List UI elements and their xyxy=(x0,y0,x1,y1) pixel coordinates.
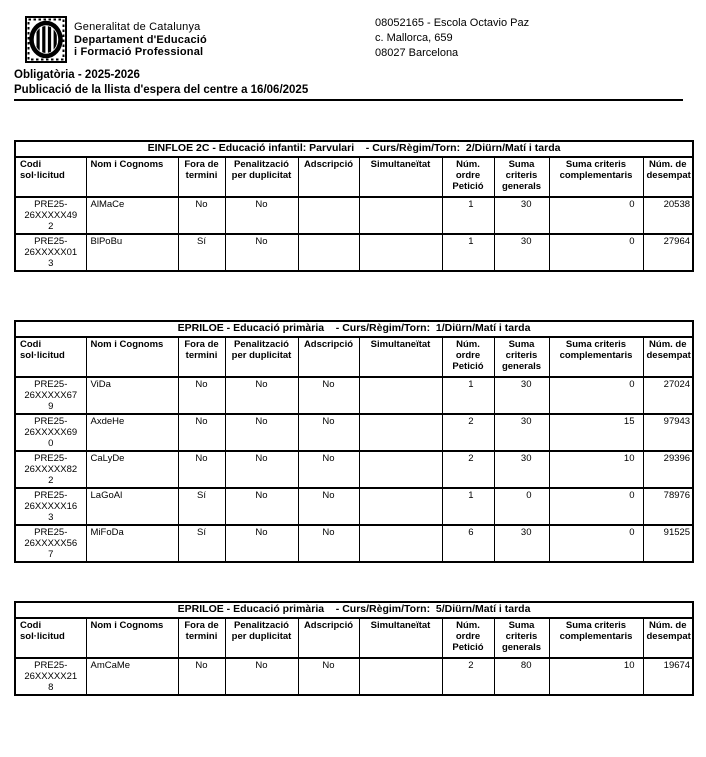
school-address-block xyxy=(375,16,529,61)
column-header-num-de-desempat: Núm. de desempat xyxy=(643,337,693,377)
table-row xyxy=(15,414,693,451)
cell-simultaneitat xyxy=(359,658,442,695)
cell-codi-sollicitud xyxy=(15,234,86,271)
header-row xyxy=(15,157,693,197)
doc-title: Publicació de la llista d'espera del centre a 16/06/2025 xyxy=(14,84,309,96)
cell-suma-criteris-complementaris: 10 xyxy=(549,658,643,695)
cell-adscripcio: No xyxy=(298,525,359,562)
cell-fora-de-termini: No xyxy=(178,197,225,234)
column-header-suma-criteris-complementaris: Suma criteris complementaris xyxy=(549,337,643,377)
column-header-adscripcio: Adscripció xyxy=(298,157,359,197)
cell-simultaneitat xyxy=(359,488,442,525)
column-header-suma-criteris-generals: Suma criteris generals xyxy=(494,618,549,658)
column-header-suma-criteris-generals: Suma criteris generals xyxy=(494,337,549,377)
column-header-penalitzacio-per-duplicitat: Penalització per duplicitat xyxy=(225,337,298,377)
cell-suma-criteris-complementaris: 15 xyxy=(549,414,643,451)
doc-subtitle: Obligatòria - 2025-2026 xyxy=(14,69,140,81)
application-code: PRE25-26XXXXX218 xyxy=(24,660,78,693)
column-header-nom-i-cognoms: Nom i Cognoms xyxy=(86,157,178,197)
cell-num-de-desempat: 20538 xyxy=(643,197,693,234)
title-row xyxy=(15,602,693,618)
cell-suma-criteris-generals: 30 xyxy=(494,414,549,451)
column-header-num-ordre-peticio: Núm. ordre Petició xyxy=(442,337,494,377)
table-row xyxy=(15,525,693,562)
column-header-penalitzacio-per-duplicitat: Penalització per duplicitat xyxy=(225,618,298,658)
column-header-codi-sollicitud: Codi sol·licitud xyxy=(15,618,86,658)
cell-simultaneitat xyxy=(359,234,442,271)
cell-num-de-desempat: 19674 xyxy=(643,658,693,695)
cell-fora-de-termini: No xyxy=(178,451,225,488)
generalitat-logo-icon xyxy=(25,16,67,68)
cell-num-ordre-peticio: 2 xyxy=(442,658,494,695)
cell-adscripcio: No xyxy=(298,658,359,695)
cell-nom-i-cognoms: CaLyDe xyxy=(86,451,178,488)
cell-suma-criteris-generals: 30 xyxy=(494,197,549,234)
application-code: PRE25-26XXXXX822 xyxy=(24,453,78,486)
school-street: c. Mallorca, 659 xyxy=(375,32,453,44)
column-header-suma-criteris-complementaris: Suma criteris complementaris xyxy=(549,618,643,658)
cell-suma-criteris-generals: 80 xyxy=(494,658,549,695)
cell-nom-i-cognoms: BlPoBu xyxy=(86,234,178,271)
table-row xyxy=(15,234,693,271)
cell-num-de-desempat: 27024 xyxy=(643,377,693,414)
cell-fora-de-termini: Sí xyxy=(178,525,225,562)
column-header-codi-sollicitud: Codi sol·licitud xyxy=(15,337,86,377)
cell-num-ordre-peticio: 1 xyxy=(442,197,494,234)
school-code-name: 08052165 - Escola Octavio Paz xyxy=(375,17,530,29)
application-code: PRE25-26XXXXX163 xyxy=(24,490,78,523)
cell-num-de-desempat: 91525 xyxy=(643,525,693,562)
column-header-penalitzacio-per-duplicitat: Penalització per duplicitat xyxy=(225,157,298,197)
cell-penalitzacio-per-duplicitat: No xyxy=(225,197,298,234)
cell-codi-sollicitud xyxy=(15,658,86,695)
table-title: EPRILOE - Educació primària - Curs/Règim/Torn: 1/Diürn/Matí i tarda xyxy=(15,321,693,337)
cell-penalitzacio-per-duplicitat: No xyxy=(225,658,298,695)
waiting-list-table-eprlioe-torn1 xyxy=(14,320,694,563)
table-row xyxy=(15,377,693,414)
cell-suma-criteris-generals: 30 xyxy=(494,377,549,414)
cell-simultaneitat xyxy=(359,197,442,234)
cell-nom-i-cognoms: LaGoAl xyxy=(86,488,178,525)
cell-num-de-desempat: 97943 xyxy=(643,414,693,451)
column-header-suma-criteris-generals: Suma criteris generals xyxy=(494,157,549,197)
cell-num-ordre-peticio: 1 xyxy=(442,377,494,414)
column-header-num-ordre-peticio: Núm. ordre Petició xyxy=(442,618,494,658)
column-header-adscripcio: Adscripció xyxy=(298,618,359,658)
cell-fora-de-termini: No xyxy=(178,658,225,695)
school-city: 08027 Barcelona xyxy=(375,47,459,59)
cell-num-ordre-peticio: 1 xyxy=(442,234,494,271)
cell-adscripcio xyxy=(298,197,359,234)
column-header-nom-i-cognoms: Nom i Cognoms xyxy=(86,618,178,658)
header-row xyxy=(15,337,693,377)
cell-suma-criteris-complementaris: 0 xyxy=(549,197,643,234)
cell-nom-i-cognoms: ViDa xyxy=(86,377,178,414)
application-code: PRE25-26XXXXX567 xyxy=(24,527,78,560)
cell-suma-criteris-complementaris: 0 xyxy=(549,488,643,525)
table-row xyxy=(15,488,693,525)
cell-fora-de-termini: Sí xyxy=(178,234,225,271)
cell-nom-i-cognoms: AlMaCe xyxy=(86,197,178,234)
cell-num-ordre-peticio: 6 xyxy=(442,525,494,562)
cell-suma-criteris-complementaris: 0 xyxy=(549,525,643,562)
cell-suma-criteris-complementaris: 0 xyxy=(549,377,643,414)
cell-suma-criteris-generals: 30 xyxy=(494,451,549,488)
application-code: PRE25-26XXXXX492 xyxy=(24,199,78,232)
table-title: EINFLOE 2C - Educació infantil: Parvulari - Curs/Règim/Torn: 2/Diürn/Matí i tarda xyxy=(15,141,693,157)
column-header-adscripcio: Adscripció xyxy=(298,337,359,377)
column-header-fora-de-termini: Fora de termini xyxy=(178,157,225,197)
cell-adscripcio: No xyxy=(298,488,359,525)
org-line-2: Departament d'Educació xyxy=(74,33,207,46)
column-header-num-de-desempat: Núm. de desempat xyxy=(643,157,693,197)
column-header-fora-de-termini: Fora de termini xyxy=(178,337,225,377)
cell-simultaneitat xyxy=(359,377,442,414)
cell-codi-sollicitud xyxy=(15,488,86,525)
title-row xyxy=(15,321,693,337)
table-title: EPRILOE - Educació primària - Curs/Règim/Torn: 5/Diürn/Matí i tarda xyxy=(15,602,693,618)
cell-nom-i-cognoms: AmCaMe xyxy=(86,658,178,695)
cell-adscripcio xyxy=(298,234,359,271)
header-rule xyxy=(14,99,683,101)
application-code: PRE25-26XXXXX013 xyxy=(24,236,78,269)
cell-adscripcio: No xyxy=(298,414,359,451)
column-header-codi-sollicitud: Codi sol·licitud xyxy=(15,157,86,197)
cell-penalitzacio-per-duplicitat: No xyxy=(225,451,298,488)
org-name-block xyxy=(74,21,207,59)
cell-nom-i-cognoms: MiFoDa xyxy=(86,525,178,562)
cell-suma-criteris-complementaris: 0 xyxy=(549,234,643,271)
cell-codi-sollicitud xyxy=(15,414,86,451)
cell-penalitzacio-per-duplicitat: No xyxy=(225,488,298,525)
header-row xyxy=(15,618,693,658)
table-row xyxy=(15,197,693,234)
cell-fora-de-termini: No xyxy=(178,414,225,451)
column-header-num-ordre-peticio: Núm. ordre Petició xyxy=(442,157,494,197)
cell-simultaneitat xyxy=(359,525,442,562)
cell-fora-de-termini: Sí xyxy=(178,488,225,525)
application-code: PRE25-26XXXXX690 xyxy=(24,416,78,449)
application-code: PRE25-26XXXXX679 xyxy=(24,379,78,412)
cell-fora-de-termini: No xyxy=(178,377,225,414)
column-header-fora-de-termini: Fora de termini xyxy=(178,618,225,658)
cell-penalitzacio-per-duplicitat: No xyxy=(225,525,298,562)
cell-penalitzacio-per-duplicitat: No xyxy=(225,377,298,414)
cell-penalitzacio-per-duplicitat: No xyxy=(225,414,298,451)
column-header-simultaneitat: Simultaneïtat xyxy=(359,618,442,658)
column-header-suma-criteris-complementaris: Suma criteris complementaris xyxy=(549,157,643,197)
cell-num-de-desempat: 78976 xyxy=(643,488,693,525)
cell-codi-sollicitud xyxy=(15,197,86,234)
table-row xyxy=(15,658,693,695)
cell-num-ordre-peticio: 2 xyxy=(442,414,494,451)
cell-suma-criteris-generals: 30 xyxy=(494,234,549,271)
column-header-num-de-desempat: Núm. de desempat xyxy=(643,618,693,658)
org-line-1: Generalitat de Catalunya xyxy=(74,21,201,33)
cell-simultaneitat xyxy=(359,451,442,488)
cell-num-de-desempat: 27964 xyxy=(643,234,693,271)
cell-adscripcio: No xyxy=(298,451,359,488)
cell-codi-sollicitud xyxy=(15,377,86,414)
cell-num-de-desempat: 29396 xyxy=(643,451,693,488)
table-row xyxy=(15,451,693,488)
cell-suma-criteris-complementaris: 10 xyxy=(549,451,643,488)
column-header-simultaneitat: Simultaneïtat xyxy=(359,337,442,377)
cell-codi-sollicitud xyxy=(15,525,86,562)
cell-num-ordre-peticio: 1 xyxy=(442,488,494,525)
waiting-list-table-eprlioe-torn5 xyxy=(14,601,694,696)
cell-num-ordre-peticio: 2 xyxy=(442,451,494,488)
cell-suma-criteris-generals: 30 xyxy=(494,525,549,562)
column-header-simultaneitat: Simultaneïtat xyxy=(359,157,442,197)
cell-suma-criteris-generals: 0 xyxy=(494,488,549,525)
title-row xyxy=(15,141,693,157)
cell-adscripcio: No xyxy=(298,377,359,414)
column-header-nom-i-cognoms: Nom i Cognoms xyxy=(86,337,178,377)
cell-nom-i-cognoms: AxdeHe xyxy=(86,414,178,451)
waiting-list-table-einfloe-2c xyxy=(14,140,694,272)
cell-penalitzacio-per-duplicitat: No xyxy=(225,234,298,271)
cell-codi-sollicitud xyxy=(15,451,86,488)
org-line-3: i Formació Professional xyxy=(74,46,204,58)
cell-simultaneitat xyxy=(359,414,442,451)
